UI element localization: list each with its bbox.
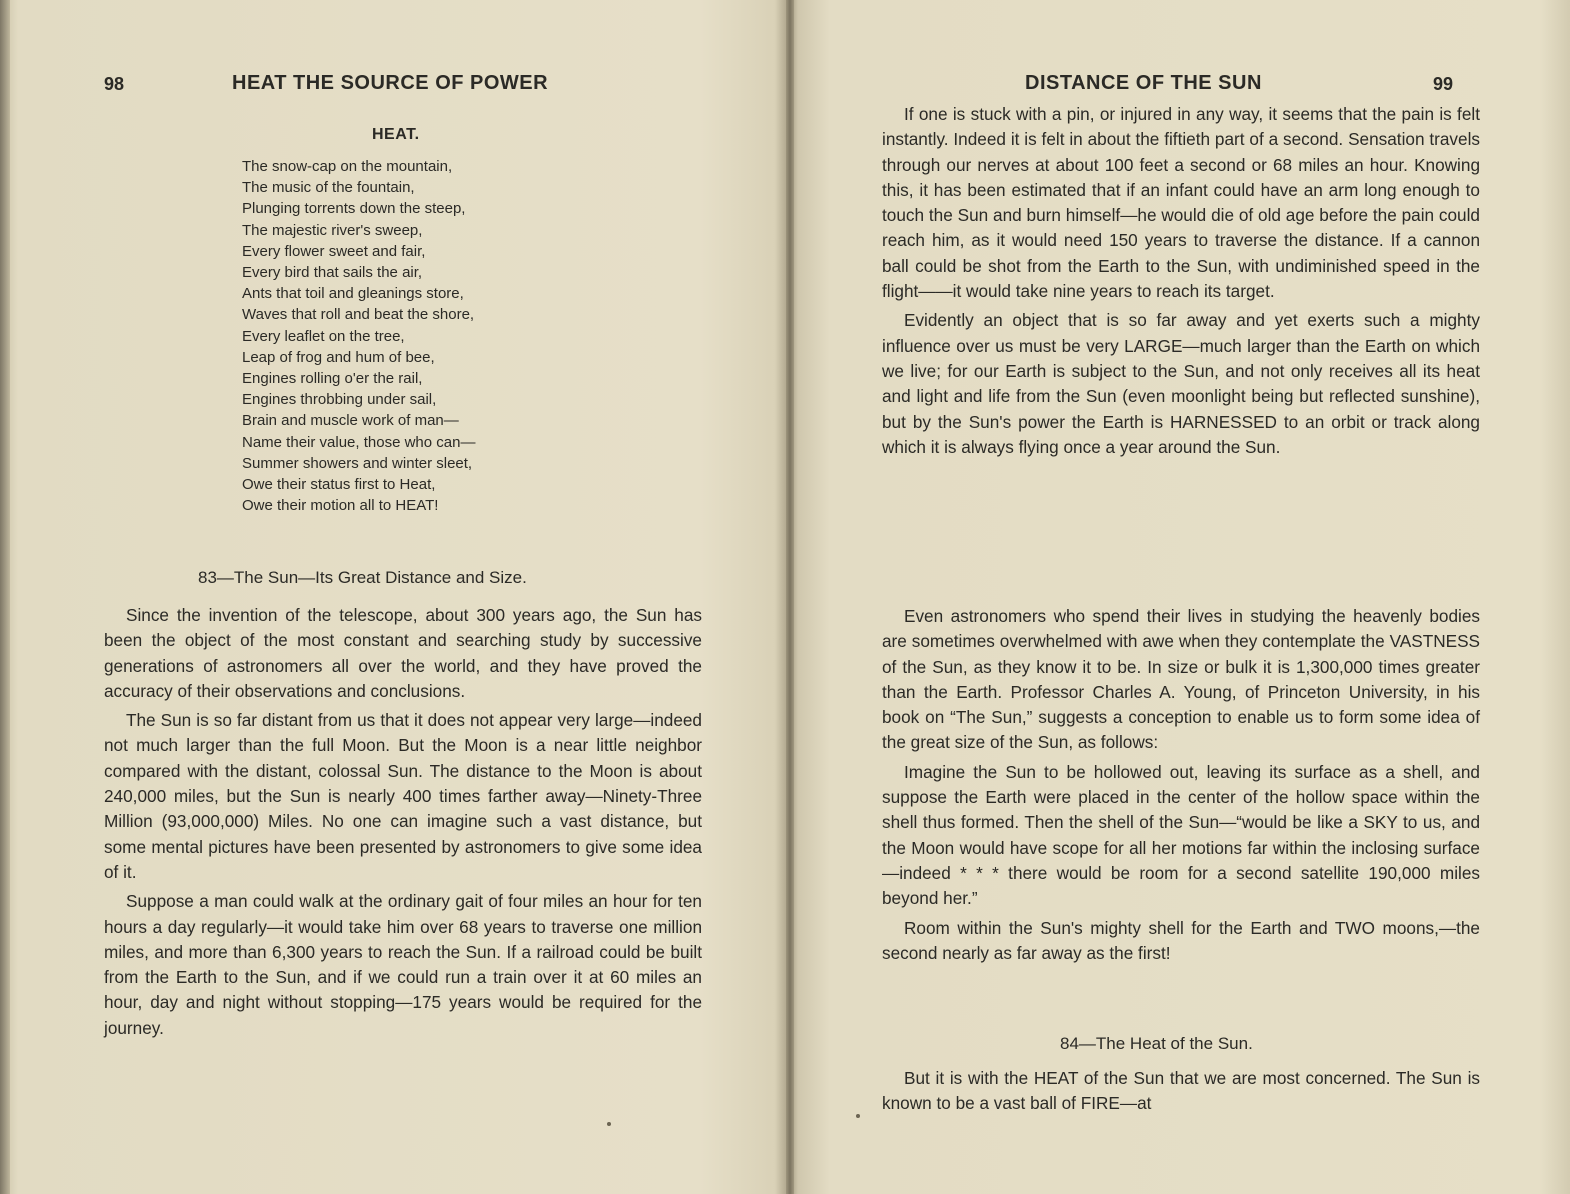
running-head-right: DISTANCE OF THE SUN [1025, 72, 1262, 94]
poem-line: Every bird that sails the air, [242, 264, 423, 282]
section-heading-83: 83—The Sun—Its Great Distance and Size. [198, 568, 527, 587]
poem-title: HEAT. [372, 126, 420, 143]
section-heading-84: 84—The Heat of the Sun. [1060, 1034, 1253, 1053]
poem-line: Waves that roll and beat the shore, [242, 306, 475, 324]
paragraph: Since the invention of the telescope, about 300 years ago, the Sun has been the object of the most constant and searching study by successive generations of astronomers all over the world, and they have proved the accuracy of their observations and conclusions. [104, 605, 702, 701]
poem-line: The majestic river's sweep, [242, 221, 423, 239]
paragraph: Evidently an object that is so far away and yet exerts such a mighty influence over us must be very LARGE—much larger than the Earth on which we live; for our Earth is subject to the Sun, and not only receives all its heat and light and life from the Sun (even moonlight being but reflected sunshine), but by the Sun's power the Earth is HARNESSED to an orbit or track along which it is always flying once a year around the Sun. [882, 310, 1480, 457]
paper-speck [607, 1122, 611, 1126]
poem-line: Every leaflet on the tree, [242, 327, 405, 345]
page-number-right: 99 [1433, 74, 1454, 94]
paragraph: Room within the Sun's mighty shell for the Earth and TWO moons,—the second nearly as far away as the first! [882, 917, 1480, 963]
poem-line: Owe their status first to Heat, [242, 476, 436, 494]
poem-line: Engines rolling o'er the rail, [242, 370, 423, 388]
paragraph: The Sun is so far distant from us that it does not appear very large—indeed not much larger than the full Moon. But the Moon is a near little neighbor compared with the distant, colossal Sun. The distance to the Moon is about 240,000 miles, but the Sun is nearly 400 times farther away—Ninety-Three Million (93,000,000) Miles. No one can imagine such a vast distance, but some mental pictures have been presented by astronomers to give some idea of it. [104, 710, 702, 882]
poem-line: Every flower sweet and fair, [242, 242, 426, 260]
right-body-text-top [882, 102, 1480, 464]
poem-line: Owe their motion all to HEAT! [242, 497, 439, 515]
poem-line: The music of the fountain, [242, 179, 415, 197]
poem-line: Leap of frog and hum of bee, [242, 348, 435, 366]
paragraph: If one is stuck with a pin, or injured in any way, it seems that the pain is felt instantly. Indeed it is felt in about the fiftieth part of a second. Sensation travels through our nerves at about 100 feet a second or 68 miles an hour. Knowing this, it has been estimated that if an infant could have an arm long enough to touch the Sun and burn himself—he would die of old age before the pain could reach him, as it would need 150 years to traverse the distance. If a cannon ball could be shot from the Earth to the Sun, with undiminished speed in the flight——it would take nine years to reach its target. [882, 104, 1480, 302]
paper-speck [856, 1114, 860, 1118]
running-head-left: HEAT THE SOURCE OF POWER [232, 72, 549, 94]
paragraph: Suppose a man could walk at the ordinary gait of four miles an hour for ten hours a day regularly—it would take him over 68 years to traverse one million miles, and more than 6,300 years to reach the Sun. If a railroad could be built from the Earth to the Sun, and if we could run a train over it at 60 miles an hour, day and night without stopping—175 years would be required for the journey. [104, 891, 702, 1038]
paragraph: Imagine the Sun to be hollowed out, leaving its surface as a shell, and suppose the Earth were placed in the center of the hollow space within the shell thus formed. Then the shell of the Sun—“would be like a SKY to us, and the Moon would have scope for all her motions far within the inclosing surface—indeed * * * there would be room for a second satellite 190,000 miles beyond her.” [882, 761, 1480, 909]
left-body-text [104, 603, 702, 1045]
poem [242, 156, 582, 516]
poem-line: Plunging torrents down the steep, [242, 200, 466, 218]
page-number-left: 98 [104, 74, 125, 94]
paragraph: Even astronomers who spend their lives in studying the heavenly bodies are sometimes overwhelmed with awe when they contemplate the VASTNESS of the Sun, as they know it to be. In size or bulk it is 1,300,000 times greater than the Earth. Professor Charles A. Young, of Princeton University, in his book on “The Sun,” suggests a conception to enable us to form some idea of the great size of the Sun, as follows: [882, 606, 1480, 753]
right-body-text-bottom [882, 1066, 1480, 1121]
poem-line: Summer showers and winter sleet, [242, 454, 473, 472]
poem-line: Brain and muscle work of man— [242, 412, 459, 430]
poem-line: Ants that toil and gleanings store, [242, 285, 464, 303]
poem-line: The snow-cap on the mountain, [242, 158, 453, 175]
poem-line: Name their value, those who can— [242, 433, 476, 451]
paragraph: But it is with the HEAT of the Sun that we are most concerned. The Sun is known to be a vast ball of FIRE—at [882, 1068, 1480, 1114]
right-body-text-middle [882, 604, 1480, 970]
poem-line: Engines throbbing under sail, [242, 391, 437, 409]
